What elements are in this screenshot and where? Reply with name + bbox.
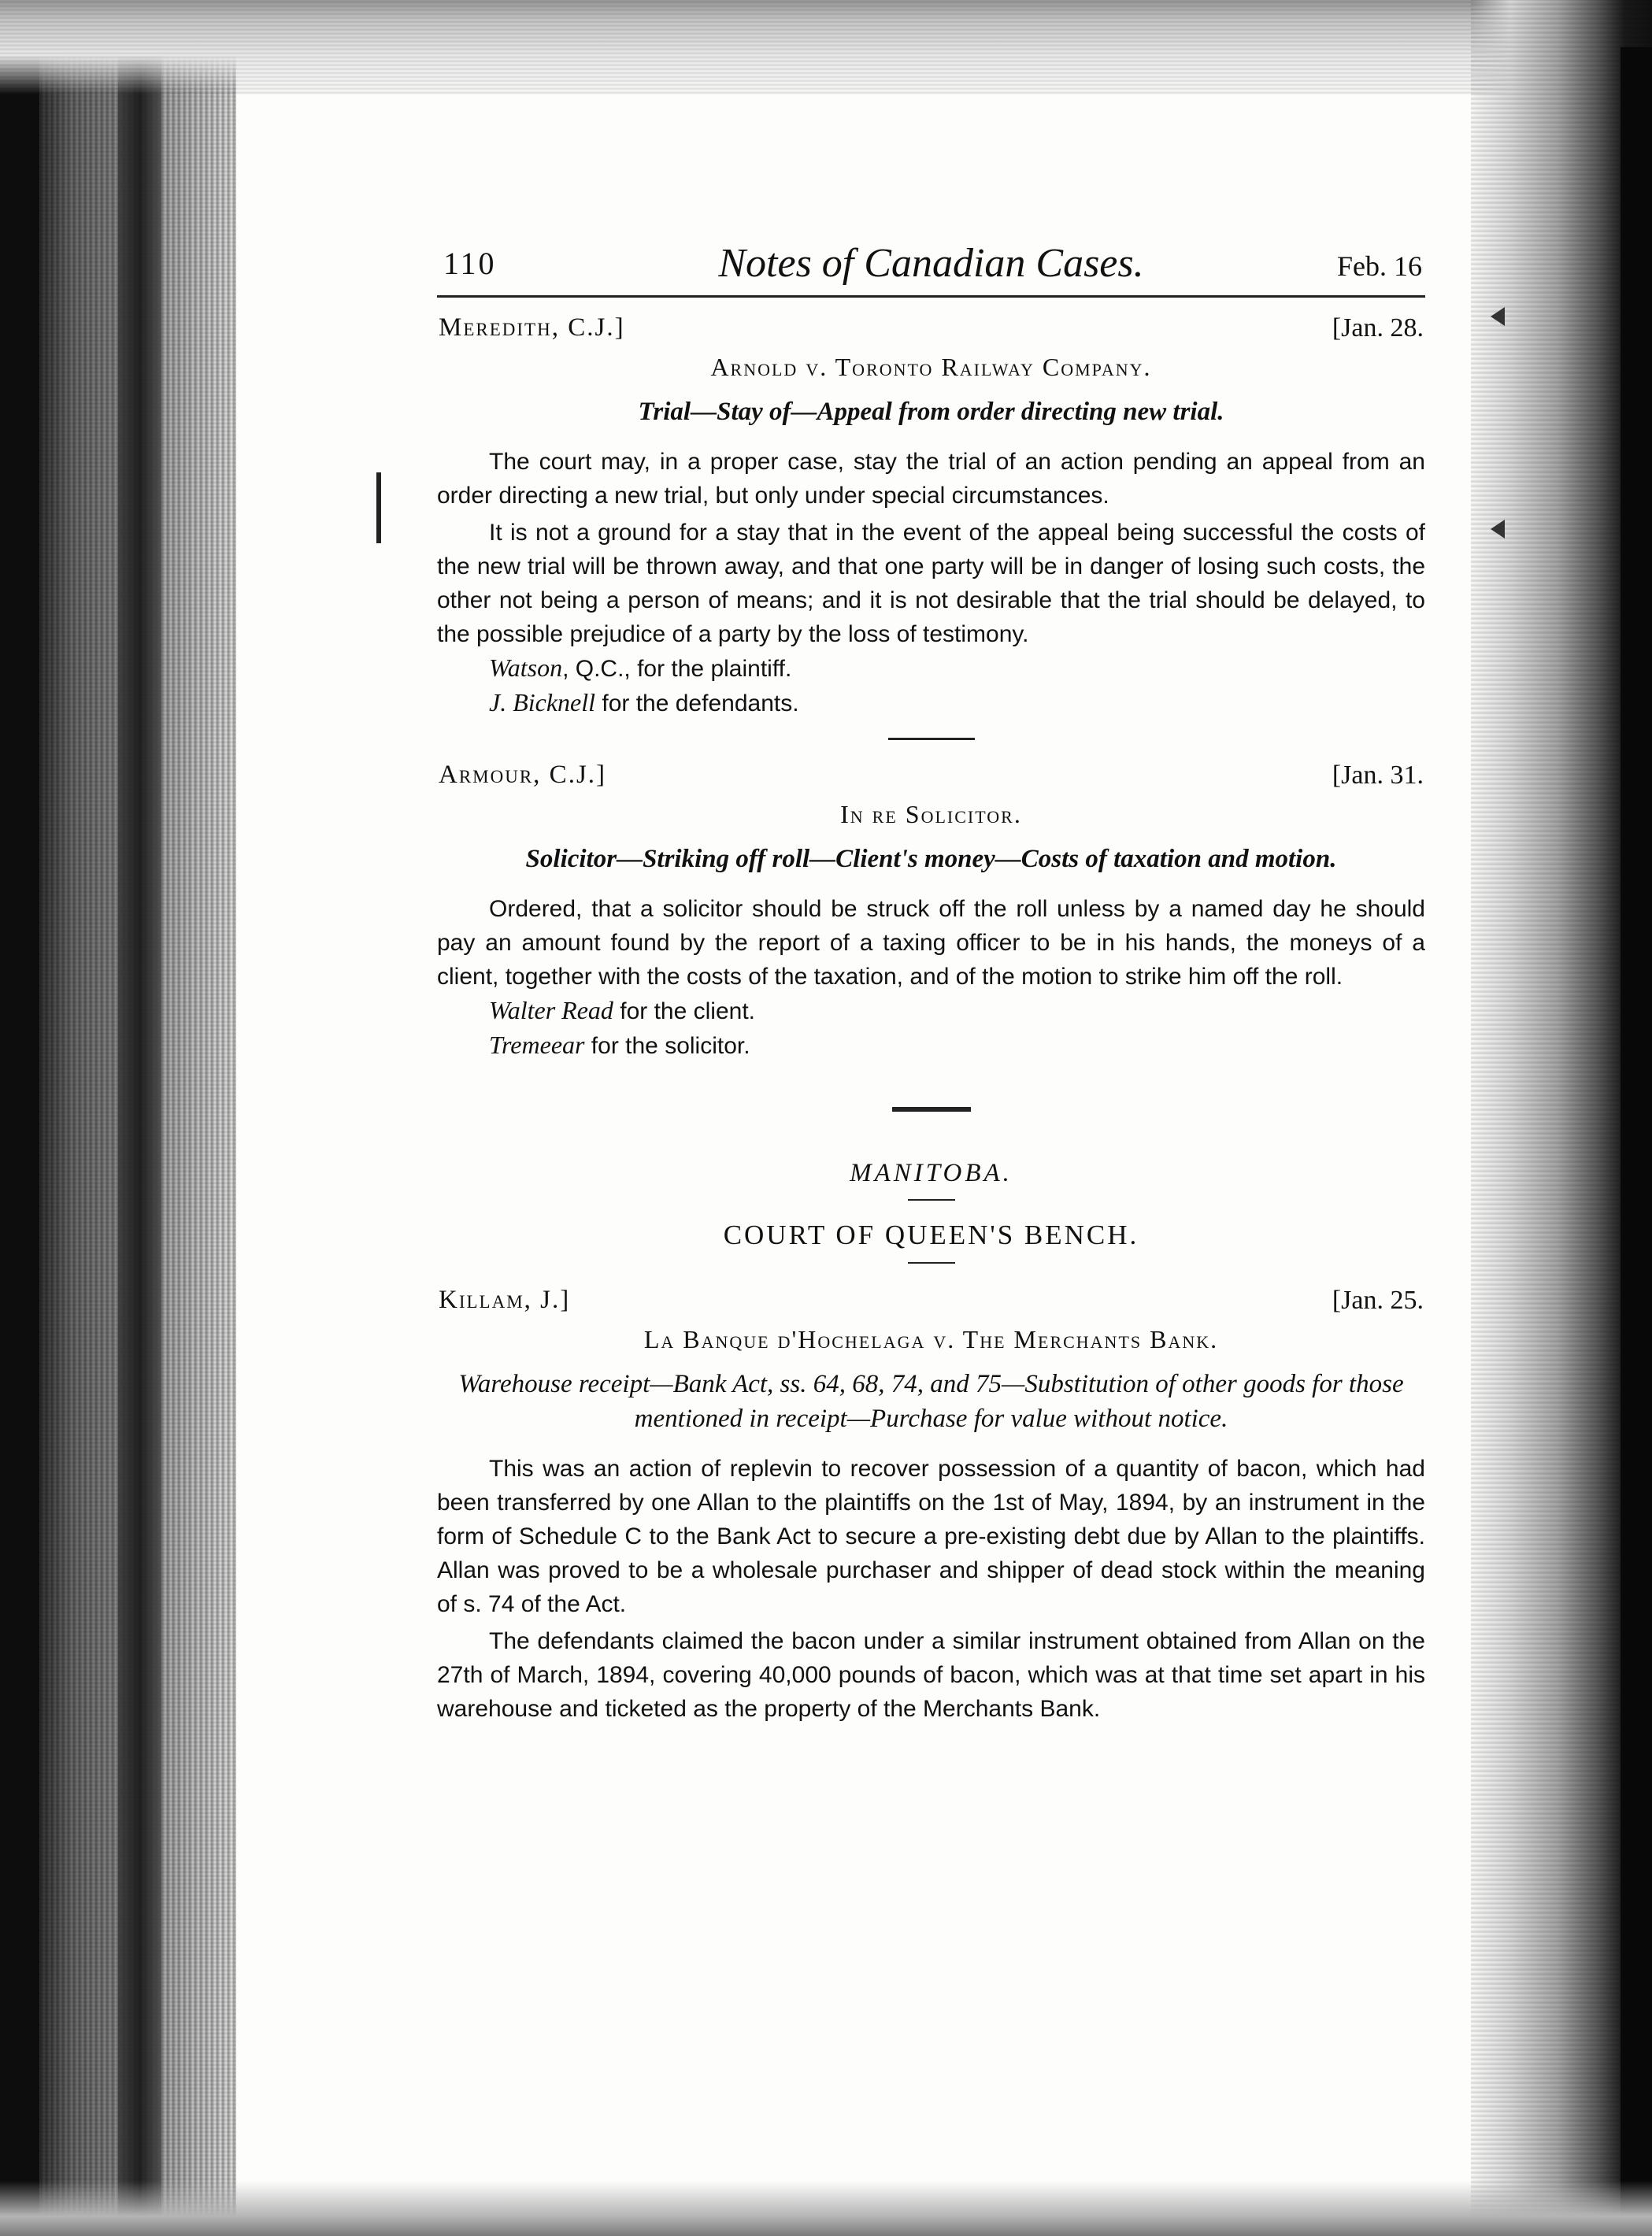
journal-title: Notes of Canadian Cases. (718, 241, 1144, 286)
counsel-name: Walter Read (489, 996, 613, 1024)
paragraph: The court may, in a proper case, stay the trial of an action pending an appeal from an order directing a new trial, but only under special circumstances. (437, 449, 1425, 509)
court-heading: COURT OF QUEEN'S BENCH. (723, 1220, 1139, 1250)
judge: Armour, C.J.] (439, 761, 607, 789)
binding-shadow (118, 47, 161, 2220)
judge: Killam, J.] (439, 1286, 571, 1314)
running-header (437, 240, 1425, 298)
scan-border-top (0, 0, 1652, 94)
section-divider (892, 1107, 971, 1112)
scan-border-right (1621, 47, 1652, 2236)
judge: Meredith, C.J.] (439, 313, 625, 342)
counsel-name: J. Bicknell (489, 688, 596, 716)
case-date: [Jan. 31. (1332, 761, 1424, 790)
paragraph: Ordered, that a solicitor should be struck off the roll unless by a named day he should pay an amount found by the report of a taxing officer to be in his hands, the moneys of a client, together with the costs of the taxation, and of the motion to strike him off the roll. (437, 896, 1425, 990)
counsel-role: for the solicitor. (584, 1033, 750, 1059)
counsel-line (437, 994, 1425, 1028)
paragraph: It is not a ground for a stay that in the event of the appeal being successful the costs of the new trial will be thrown away, and that one party will be in danger of losing such costs, the other not being a person of means; and it is not desirable that the trial should be delayed, to the possible prejudice of a party by the loss of testimony. (437, 520, 1425, 647)
case-date: [Jan. 25. (1332, 1286, 1424, 1315)
headnote: Trial—Stay of—Appeal from order directing new trial. (638, 398, 1224, 426)
counsel-role: , Q.C., for the plaintiff. (562, 656, 792, 682)
counsel-line (437, 686, 1425, 720)
headnote: Solicitor—Striking off roll—Client's money—Costs of taxation and motion. (525, 845, 1337, 873)
case-header (437, 1283, 1425, 1323)
counsel-line (437, 1028, 1425, 1063)
divider (888, 738, 975, 740)
headnote: Warehouse receipt—Bank Act, ss. 64, 68, 74, and 75—Substitution of other goods for those mentioned in receipt—Purchase for value without notice. (458, 1370, 1404, 1433)
divider (908, 1199, 955, 1201)
margin-mark (376, 472, 381, 543)
paragraph: The defendants claimed the bacon under a similar instrument obtained from Allan on the 27th of March, 1894, covering 40,000 pounds of bacon, which was at that time set apart in his warehouse and ticketed as the property of the Merchants Bank. (437, 1628, 1425, 1722)
case-header (437, 310, 1425, 351)
counsel-role: for the defendants. (595, 690, 799, 716)
counsel-role: for the client. (613, 998, 755, 1024)
counsel-line (437, 651, 1425, 686)
case-header (437, 757, 1425, 798)
case-name: La Banque d'Hochelaga v. The Merchants Bank. (643, 1325, 1219, 1353)
margin-tab-mark (1491, 307, 1505, 326)
issue-date: Feb. 16 (1337, 250, 1422, 282)
counsel-name: Tremeear (489, 1031, 585, 1059)
paragraph: This was an action of replevin to recover possession of a quantity of bacon, which had been transferred by one Allan to the plaintiffs on the 1st of May, 1894, by an instrument in the form of Schedule C to the Bank Act to secure a pre-existing debt due by Allan to the plaintiffs. Allan was proved to be a wholesale purchaser and shipper of dead stock within the meaning of s. 74 of the Act. (437, 1456, 1425, 1617)
text-block (437, 240, 1425, 1726)
page-number: 110 (443, 246, 497, 281)
scan-border-bottom (0, 2181, 1652, 2236)
case-date: [Jan. 28. (1332, 313, 1424, 342)
divider (908, 1262, 955, 1264)
margin-tab-mark (1491, 520, 1505, 539)
counsel-name: Watson (489, 653, 563, 682)
case-name: In re Solicitor. (840, 800, 1022, 828)
scan-border-left (0, 0, 39, 2236)
case-name: Arnold v. Toronto Railway Company. (710, 353, 1152, 381)
province-heading: MANITOBA. (850, 1159, 1013, 1187)
